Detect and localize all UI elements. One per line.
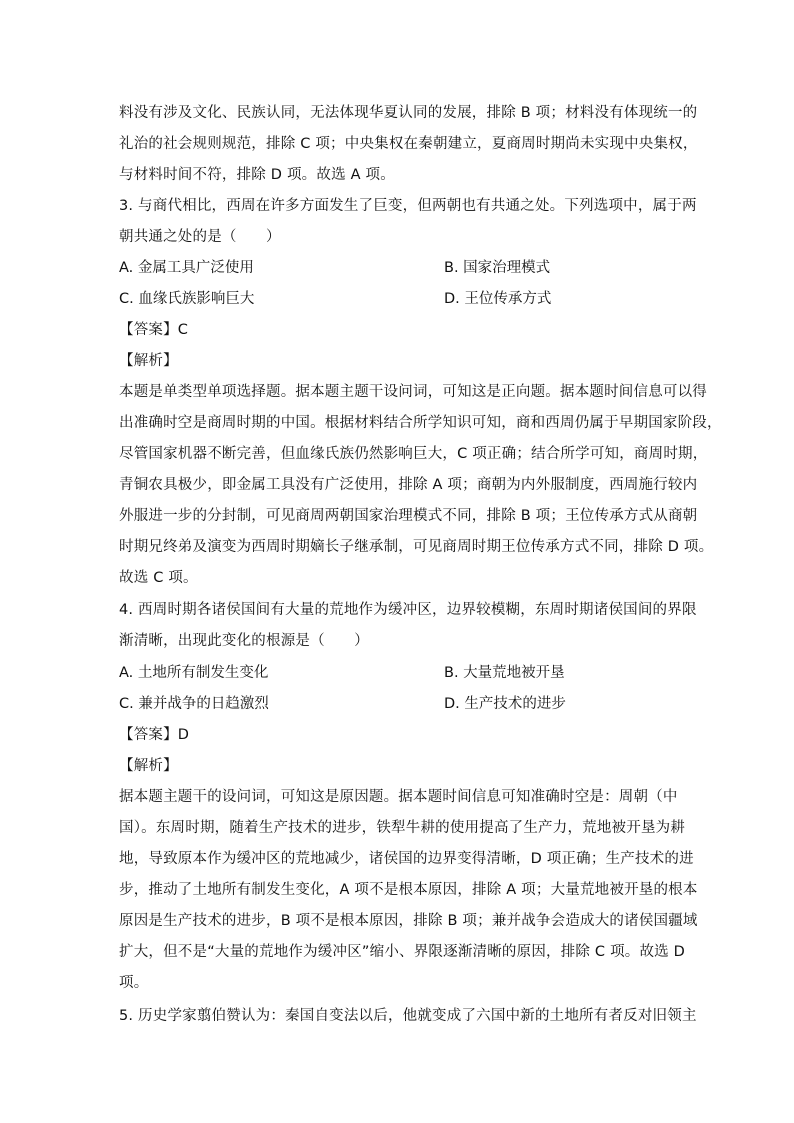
- q3-option-d: D. 王位传承方式: [444, 291, 552, 307]
- q4-analysis-line: 原因是生产技术的进步，B 项不是根本原因，排除 B 项；兼并战争会造成大的诸侯国疆域: [119, 913, 698, 929]
- q5-stem-line: 5. 历史学家翦伯赞认为：秦国自变法以后，他就变成了六国中新的土地所有者反对旧领主: [119, 1008, 697, 1024]
- q4-analysis-line: 项。: [119, 975, 149, 991]
- q4-analysis-label: 【解析】: [119, 758, 178, 774]
- q3-stem-line: 朝共通之处的是（ ）: [119, 229, 281, 245]
- q4-analysis-line: 据本题主题干的设问词，可知这是原因题。据本题时间信息可知准确时空是：周朝（中: [119, 789, 678, 805]
- q4-option-b: B. 大量荒地被开垦: [444, 665, 565, 681]
- q3-option-a: A. 金属工具广泛使用: [119, 260, 254, 276]
- intro-line: 料没有涉及文化、民族认同，无法体现华夏认同的发展，排除 B 项；材料没有体现统一的: [119, 105, 698, 121]
- q3-stem-line: 3. 与商代相比，西周在许多方面发生了巨变，但两朝也有共通之处。下列选项中，属于两: [119, 198, 697, 214]
- q3-analysis-line: 时期兄终弟及演变为西周时期嫡长子继承制，可见商周时期王位传承方式不同，排除 D 项。: [119, 539, 714, 555]
- intro-line: 礼治的社会规则规范，排除 C 项；中央集权在秦朝建立，夏商周时期尚未实现中央集权，: [119, 136, 698, 152]
- q3-analysis-line: 出准确时空是商周时期的中国。根据材料结合所学知识可知，商和西周仍属于早期国家阶段，: [119, 415, 722, 431]
- q4-analysis-line: 步，推动了土地所有制发生变化，A 项不是根本原因，排除 A 项；大量荒地被开垦的根本: [119, 882, 698, 898]
- q4-analysis-line: 地，导致原本作为缓冲区的荒地减少，诸侯国的边界变得清晰，D 项正确；生产技术的进: [119, 851, 694, 867]
- q4-option-d: D. 生产技术的进步: [444, 696, 566, 712]
- q4-stem-line: 渐清晰，出现此变化的根源是（ ）: [119, 633, 369, 649]
- q3-option-b: B. 国家治理模式: [444, 260, 551, 276]
- q3-analysis-label: 【解析】: [119, 353, 178, 369]
- q4-stem-line: 4. 西周时期各诸侯国间有大量的荒地作为缓冲区，边界较模糊，东周时期诸侯国间的界限: [119, 602, 697, 618]
- q4-analysis-line: 国）。东周时期，随着生产技术的进步，铁犁牛耕的使用提高了生产力，荒地被开垦为耕: [119, 820, 686, 836]
- q4-option-a: A. 土地所有制发生变化: [119, 665, 269, 681]
- q4-analysis-line: 扩大，但不是“大量的荒地作为缓冲区”缩小、界限逐渐清晰的原因，排除 C 项。故选 D: [119, 944, 686, 960]
- q4-option-c: C. 兼并战争的日趋激烈: [119, 696, 269, 712]
- q3-analysis-line: 本题是单类型单项选择题。据本题主题干设问词，可知这是正向题。据本题时间信息可以得: [119, 384, 707, 400]
- q3-analysis-line: 外服进一步的分封制，可见商周两朝国家治理模式不同，排除 B 项；王位传承方式从商朝: [119, 508, 698, 524]
- q3-analysis-line: 故选 C 项。: [119, 570, 198, 586]
- q3-analysis-line: 青铜农具极少，即金属工具没有广泛使用，排除 A 项；商朝为内外服制度，西周施行较内: [119, 477, 698, 493]
- intro-line: 与材料时间不符，排除 D 项。故选 A 项。: [119, 167, 395, 183]
- q3-analysis-line: 尽管国家机器不断完善，但血缘氏族仍然影响巨大，C 项正确；结合所学可知，商周时期，: [119, 446, 708, 462]
- q3-option-c: C. 血缘氏族影响巨大: [119, 291, 255, 307]
- q3-answer: 【答案】C: [119, 322, 189, 338]
- q4-answer: 【答案】D: [119, 727, 190, 743]
